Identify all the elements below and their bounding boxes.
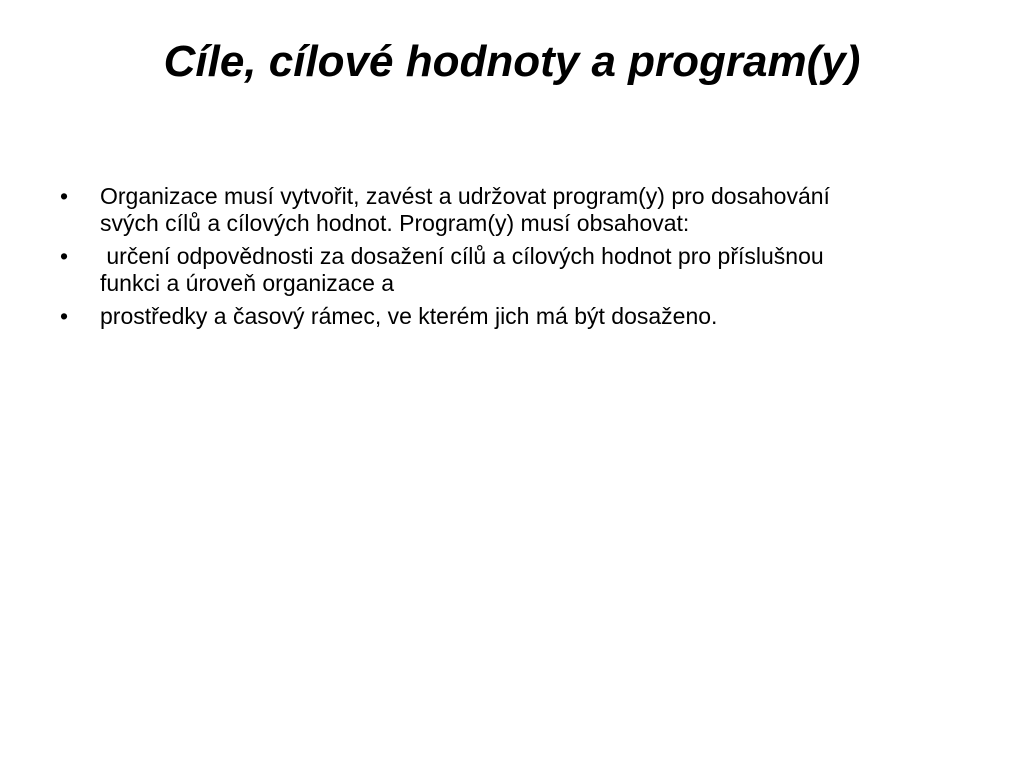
- bullet-icon: •: [60, 183, 69, 209]
- bullet-text: prostředky a časový rámec, ve kterém jich má být dosaženo.: [100, 303, 718, 329]
- bullet-icon: •: [60, 303, 69, 329]
- bullet-item: [60, 243, 880, 297]
- bullet-item: [60, 183, 880, 237]
- bullet-text: Organizace musí vytvořit, zavést a udržovat program(y) pro dosahování svých cílů a cílových hodnot. Program(y) musí obsahovat:: [100, 183, 830, 236]
- bullet-icon: •: [60, 243, 69, 269]
- slide-title: Cíle, cílové hodnoty a program(y): [163, 37, 861, 86]
- bullet-text: určení odpovědnosti za dosažení cílů a cílových hodnot pro příslušnou funkci a úroveň organizace a: [100, 243, 831, 296]
- bullet-list: [60, 183, 880, 336]
- bullet-item: [60, 303, 880, 330]
